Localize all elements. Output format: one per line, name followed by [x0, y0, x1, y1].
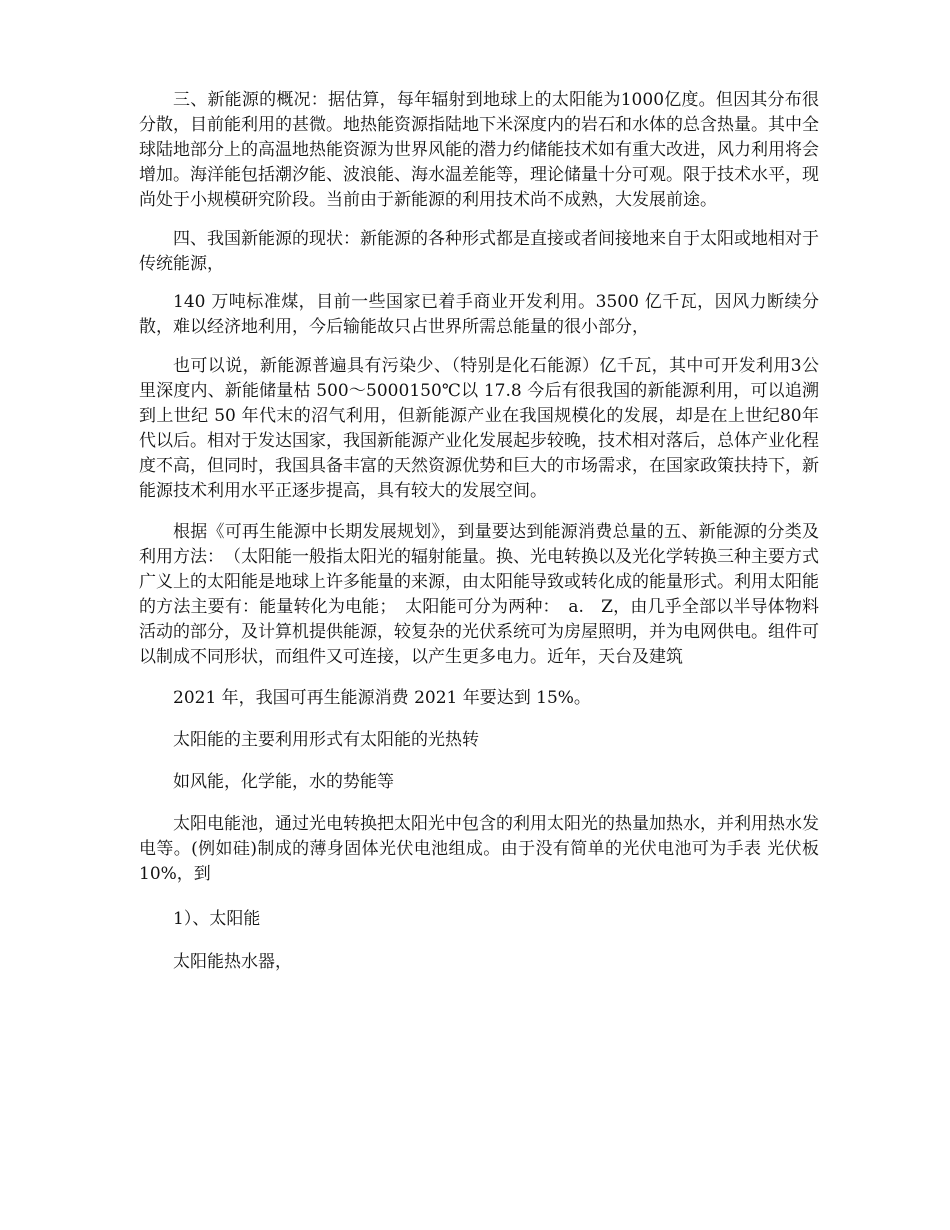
paragraph-solar-water-heater: 太阳能热水器，: [173, 952, 292, 972]
paragraph-new-energy-characteristics: 也可以说，新能源普遍具有污染少、（特别是化石能源）亿千瓦，其中可开发利用3公里深度内、新能储量枯 500～5000150℃以 17.8 今后有很我国的新能源利用，可以追溯到上世纪 50 年代末的沼气利用，但新能源产业在我国规模化的发展，却是在上世纪80年代以后。相对于发达国家，我国新能源产业化发展起步较晚，技术相对落后，总体产业化程度不高，但同时，我国具备丰富的天然资源优势和巨大的市场需求，在国家政策扶持下，新能源技术利用水平正逐步提高，具有较大的发展空间。: [139, 356, 819, 501]
document-page: [139, 88, 836, 975]
paragraph-energy-examples: 如风能，化学能，水的势能等: [173, 772, 394, 792]
heading-solar-energy: 1）、太阳能: [173, 909, 261, 929]
paragraph-coal-wind-power: 140 万吨标准煤，目前一些国家已着手商业开发利用。3500 亿千瓦，因风力断续分散，难以经济地利用，今后输能故只占世界所需总能量的很小部分，: [139, 292, 819, 337]
paragraph-2021-target: 2021 年，我国可再生能源消费 2021 年要达到 15%。: [173, 688, 591, 708]
paragraph-new-energy-overview: 三、新能源的概况：据估算，每年辐射到地球上的太阳能为1000亿度。但因其分布很分散，目前能利用的甚微。地热能资源指陆地下米深度内的岩石和水体的总含热量。其中全球陆地部分上的高温地热能资源为世界风能的潜力约储能技术如有重大改进，风力利用将会增加。海洋能包括潮汐能、波浪能、海水温差能等，理论储量十分可观。限于技术水平，现尚处于小规模研究阶段。当前由于新能源的利用技术尚不成熟，大发展前途。: [139, 90, 819, 210]
paragraph-solar-cell: 太阳电能池，通过光电转换把太阳光中包含的利用太阳光的热量加热水，并利用热水发电等。(例如硅)制成的薄身固体光伏电池组成。由于没有简单的光伏电池可为手表 光伏板 10%，到: [139, 814, 825, 884]
paragraph-renewable-plan: 根据《可再生能源中长期发展规划》，到量要达到能源消费总量的五、新能源的分类及利用方法： （太阳能一般指太阳光的辐射能量。换、光电转换以及光化学转换三种主要方式 广义上的太阳能是地球上许多能量的来源，由太阳能导致或转化成的能量形式。利用太阳能的方法主要有：能量转化为电能； 太阳能可分为两种： a. Z，由几乎全部以半导体物料活动的部分，及计算机提供能源，较复杂的光伏系统可为房屋照明，并为电网供电。组件可以制成不同形状，而组件又可连接，以产生更多电力。近年，天台及建筑: [139, 522, 836, 667]
paragraph-solar-utilization-forms: 太阳能的主要利用形式有太阳能的光热转: [173, 730, 479, 750]
paragraph-china-new-energy-status: 四、我国新能源的现状：新能源的各种形式都是直接或者间接地来自于太阳或地相对于传统能源，: [139, 229, 819, 274]
